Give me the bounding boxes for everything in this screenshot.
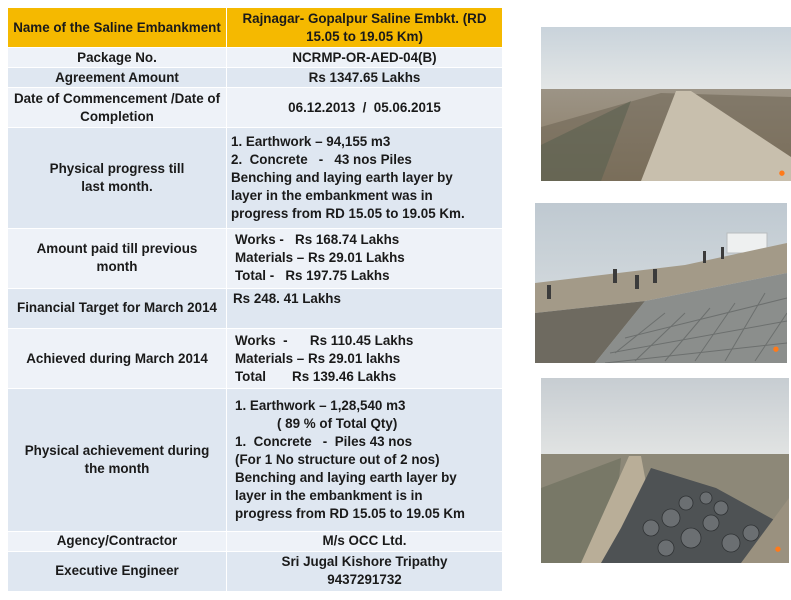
achievement-line: progress from RD 15.05 to 19.05 Km xyxy=(235,505,465,521)
achieved-label: Achieved during March 2014 xyxy=(8,329,227,389)
physical-progress-row xyxy=(8,128,503,228)
financial-target-row xyxy=(8,288,503,328)
progress-line: 2. Concrete - 43 nos Piles xyxy=(231,152,412,168)
progress-line: 1. Earthwork – 94,155 m3 xyxy=(231,134,391,150)
achieved-line: Total Rs 139.46 Lakhs xyxy=(235,368,397,384)
achievement-line: 1. Earthwork – 1,28,540 m3 xyxy=(235,397,406,413)
amount-line: Materials – Rs 29.01 Lakhs xyxy=(235,250,405,266)
engineer-phone: 9437291732 xyxy=(327,572,402,588)
dates-row xyxy=(8,88,503,128)
stone-pitching-illustration xyxy=(535,203,787,363)
amount-paid-value xyxy=(227,228,503,288)
embankment-stones-illustration xyxy=(541,378,789,563)
agreement-row xyxy=(8,68,503,88)
physical-progress-label: Physical progress till last month. xyxy=(8,128,227,228)
agency-row xyxy=(8,531,503,551)
financial-target-label: Financial Target for March 2014 xyxy=(8,288,227,328)
project-info-table xyxy=(7,7,503,592)
achieved-row xyxy=(8,329,503,389)
amount-paid-row xyxy=(8,228,503,288)
header-label: Name of the Saline Embankment xyxy=(8,8,227,48)
achieved-value xyxy=(227,329,503,389)
engineer-value xyxy=(227,551,503,591)
agency-label: Agency/Contractor xyxy=(8,531,227,551)
site-photo-embankment-stones xyxy=(541,378,789,563)
package-value: NCRMP-OR-AED-04(B) xyxy=(227,48,503,68)
package-label: Package No. xyxy=(8,48,227,68)
achievement-line: (For 1 No structure out of 2 nos) xyxy=(235,451,440,467)
achievement-line: layer in the embankment is in xyxy=(235,487,423,503)
physical-progress-value xyxy=(227,128,503,228)
engineer-row xyxy=(8,551,503,591)
photo-date-stamp: ● xyxy=(778,169,785,177)
amount-line: Total - Rs 197.75 Lakhs xyxy=(235,268,390,284)
table-header-row xyxy=(8,8,503,48)
progress-line: progress from RD 15.05 to 19.05 Km. xyxy=(231,206,465,222)
physical-achievement-value xyxy=(227,389,503,531)
photo-date-stamp: ● xyxy=(772,345,779,353)
physical-achievement-row xyxy=(8,389,503,531)
embankment-name: Rajnagar- Gopalpur Saline Embkt. (RD 15.05 to 19.05 Km) xyxy=(227,8,503,48)
dates-value: 06.12.2013 / 05.06.2015 xyxy=(227,88,503,128)
site-photo-stone-pitching xyxy=(535,203,787,363)
achievement-line: 1. Concrete - Piles 43 nos xyxy=(235,433,413,449)
site-photo-embankment-road xyxy=(541,27,791,181)
agreement-value: Rs 1347.65 Lakhs xyxy=(227,68,503,88)
amount-paid-label: Amount paid till previous month xyxy=(8,228,227,288)
agency-value: M/s OCC Ltd. xyxy=(227,531,503,551)
dates-label: Date of Commencement /Date of Completion xyxy=(8,88,227,128)
embankment-road-illustration xyxy=(541,27,791,181)
progress-line: Benching and laying earth layer by xyxy=(231,170,453,186)
photo-date-stamp: ● xyxy=(774,545,781,553)
physical-achievement-label: Physical achievement during the month xyxy=(8,389,227,531)
engineer-name: Sri Jugal Kishore Tripathy xyxy=(281,554,448,570)
achievement-line: Benching and laying earth layer by xyxy=(235,469,457,485)
engineer-label: Executive Engineer xyxy=(8,551,227,591)
amount-line: Works - Rs 168.74 Lakhs xyxy=(235,232,400,248)
agreement-label: Agreement Amount xyxy=(8,68,227,88)
achieved-line: Works - Rs 110.45 Lakhs xyxy=(235,332,414,348)
financial-target-value: Rs 248. 41 Lakhs xyxy=(227,288,503,328)
achievement-line: ( 89 % of Total Qty) xyxy=(277,415,398,431)
progress-line: layer in the embankment was in xyxy=(231,188,433,204)
achieved-line: Materials – Rs 29.01 lakhs xyxy=(235,350,401,366)
package-row xyxy=(8,48,503,68)
